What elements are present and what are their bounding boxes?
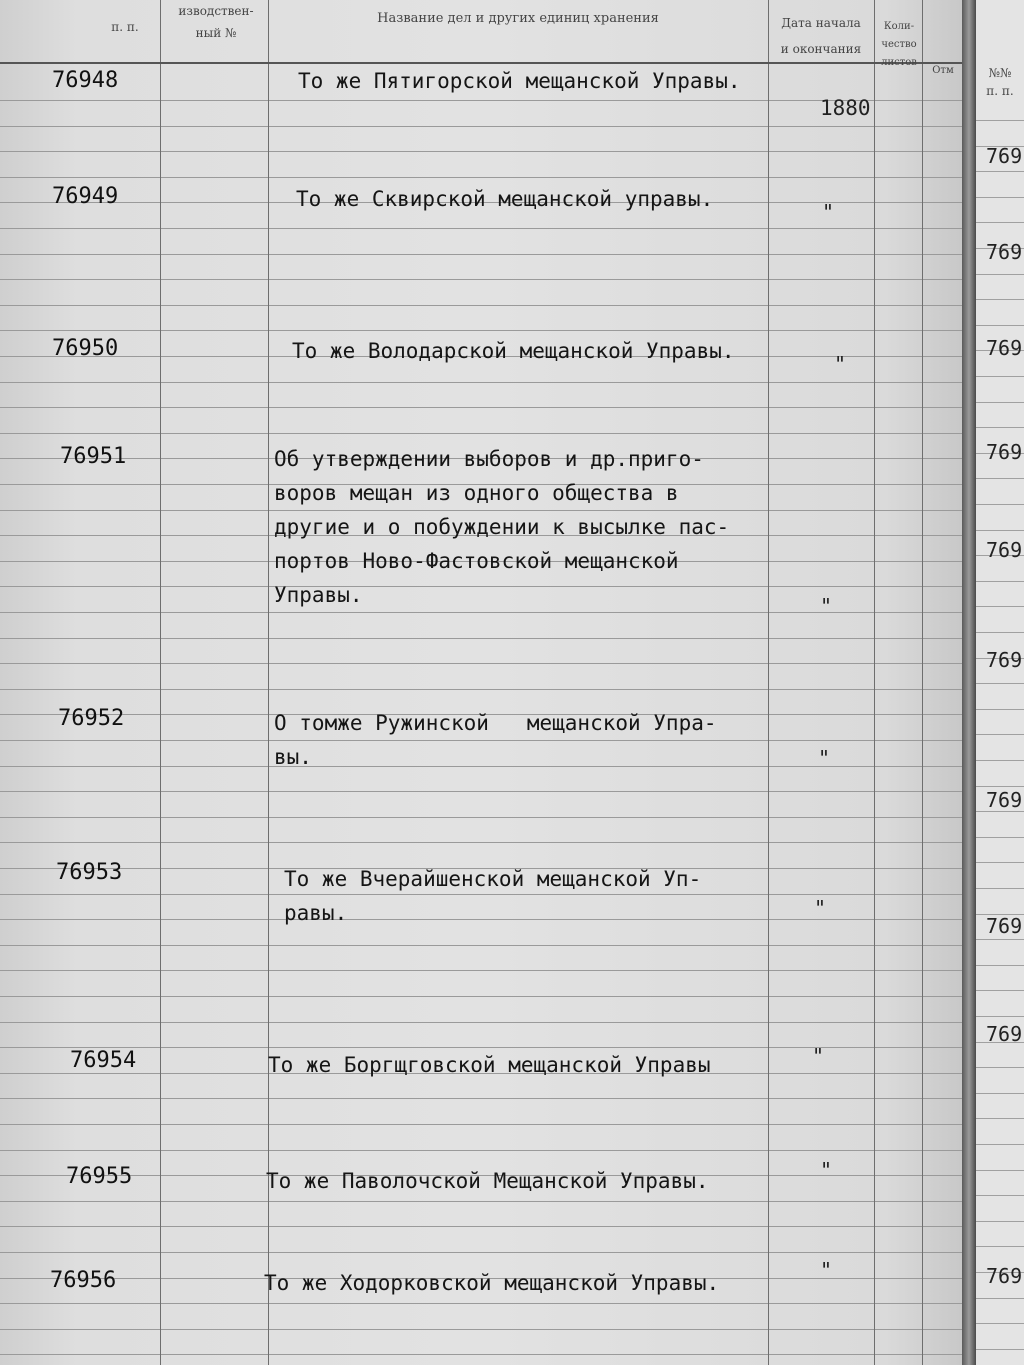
row-text: То же Сквирской мещанской управы. <box>296 187 714 211</box>
column-divider <box>768 0 769 1365</box>
ruled-line <box>0 689 962 690</box>
ruled-line <box>0 1124 962 1125</box>
column-divider <box>268 0 269 1365</box>
ruled-line <box>0 305 962 306</box>
row-number: 76954 <box>70 1048 137 1073</box>
ruled-line <box>976 1221 1024 1222</box>
ruled-line <box>976 581 1024 582</box>
header-date: Дата начала и окончания <box>780 16 862 56</box>
header-title: Название дел и других единиц хранения <box>377 11 659 26</box>
next-row-number: 769 <box>986 648 1023 672</box>
ruled-line <box>0 1201 962 1202</box>
ruled-line <box>0 382 962 383</box>
ruled-line <box>976 376 1024 377</box>
row-date: " <box>822 200 835 224</box>
ruled-line <box>0 100 962 101</box>
row-number: 76950 <box>52 336 119 361</box>
ruled-line <box>976 990 1024 991</box>
row-date: " <box>818 746 831 770</box>
next-row-number: 769 <box>986 538 1023 562</box>
row-date: " <box>812 1044 825 1068</box>
column-divider <box>922 0 923 1365</box>
row-text: То же Паволочской Мещанской Управы. <box>266 1169 709 1193</box>
row-date: 1880 <box>820 96 871 120</box>
ruled-line <box>976 837 1024 838</box>
book-gutter <box>962 0 976 1365</box>
ruled-line <box>0 228 962 229</box>
ruled-line <box>976 274 1024 275</box>
ruled-line <box>0 1329 962 1330</box>
ruled-line <box>0 817 962 818</box>
column-divider <box>874 0 875 1365</box>
ruled-line <box>976 606 1024 607</box>
ruled-line <box>976 709 1024 710</box>
next-page-edge <box>976 0 1024 1365</box>
ruled-line <box>976 402 1024 403</box>
next-row-number: 769 <box>986 440 1023 464</box>
next-row-number: 769 <box>986 240 1023 264</box>
row-number: 76955 <box>66 1164 133 1189</box>
ruled-line <box>976 222 1024 223</box>
row-text: То же Володарской мещанской Управы. <box>292 339 735 363</box>
ruled-line <box>0 638 962 639</box>
ruled-line <box>976 1170 1024 1171</box>
next-row-number: 769 <box>986 336 1023 360</box>
ruled-line <box>0 177 962 178</box>
ruled-line <box>976 1195 1024 1196</box>
ruled-line <box>976 197 1024 198</box>
ruled-line <box>976 683 1024 684</box>
ruled-line <box>0 279 962 280</box>
row-date: " <box>834 352 847 376</box>
ruled-line <box>976 530 1024 531</box>
ruled-line <box>976 862 1024 863</box>
ruled-line <box>976 120 1024 121</box>
row-date: " <box>814 896 827 920</box>
ruled-line <box>976 632 1024 633</box>
row-number: 76948 <box>52 68 119 93</box>
ruled-line <box>0 254 962 255</box>
row-number: 76951 <box>60 444 127 469</box>
row-date: " <box>820 1158 833 1182</box>
row-text: То же Вчерайшенской мещанской Уп- равы. <box>284 867 702 925</box>
ruled-line <box>0 330 962 331</box>
ruled-line <box>0 407 962 408</box>
row-number: 76953 <box>56 860 123 885</box>
row-text: О томже Ружинской мещанской Упра- вы. <box>274 711 717 769</box>
header-prod-num: изводствен- ный № <box>178 4 254 40</box>
ruled-line <box>976 1323 1024 1324</box>
ruled-line <box>976 1118 1024 1119</box>
header-num: п. п. <box>111 20 139 34</box>
ruled-line <box>0 945 962 946</box>
row-text: То же Ходорковской мещанской Управы. <box>264 1271 720 1295</box>
ruled-line <box>976 1298 1024 1299</box>
ruled-line <box>976 965 1024 966</box>
next-row-number: 769 <box>986 1022 1023 1046</box>
ruled-line <box>0 791 962 792</box>
next-row-number: 769 <box>986 788 1023 812</box>
ruled-line <box>976 1093 1024 1094</box>
row-date: " <box>820 594 833 618</box>
column-divider <box>160 0 161 1365</box>
row-number: 76949 <box>52 184 119 209</box>
ruled-line <box>0 663 962 664</box>
ruled-line <box>976 786 1024 787</box>
ruled-line <box>0 126 962 127</box>
row-text: Об утверждении выборов и др.приго- воров мещан из одного общества в другие и о побуждении к высылке пас- портов Ново-Фастовской мещанской Управы. <box>274 447 730 607</box>
ruled-line <box>976 760 1024 761</box>
next-row-number: 769 <box>986 144 1023 168</box>
ruled-line <box>0 1303 962 1304</box>
row-text: То же Боргщговской мещанской Управы <box>268 1053 711 1077</box>
ruled-line <box>976 734 1024 735</box>
next-row-number: 769 <box>986 914 1023 938</box>
header-sheets: Коли- чество листов <box>881 21 917 68</box>
ruled-line <box>976 1144 1024 1145</box>
ruled-line <box>976 504 1024 505</box>
ruled-line <box>976 1246 1024 1247</box>
ruled-line <box>976 427 1024 428</box>
next-page-header: №№ п. п. <box>986 66 1014 98</box>
ruled-line <box>976 939 1024 940</box>
ruled-line <box>0 1354 962 1355</box>
ruled-line <box>976 171 1024 172</box>
ruled-line <box>0 1252 962 1253</box>
ruled-line <box>976 888 1024 889</box>
ruled-line <box>0 996 962 997</box>
ruled-line <box>0 970 962 971</box>
ruled-line <box>976 1349 1024 1350</box>
ruled-line <box>976 299 1024 300</box>
ruled-line <box>0 433 962 434</box>
row-date: " <box>820 1258 833 1282</box>
ruled-line <box>0 1226 962 1227</box>
row-number: 76956 <box>50 1268 117 1293</box>
ruled-line <box>0 612 962 613</box>
ruled-line <box>0 1022 962 1023</box>
row-text: То же Пятигорской мещанской Управы. <box>298 69 741 93</box>
ruled-line <box>976 478 1024 479</box>
ruled-line <box>0 842 962 843</box>
header-note: Отм <box>932 65 954 76</box>
ruled-line <box>976 1016 1024 1017</box>
ruled-line <box>0 151 962 152</box>
ruled-line <box>0 1098 962 1099</box>
ruled-line <box>0 1150 962 1151</box>
ruled-line <box>976 325 1024 326</box>
ruled-line <box>976 1067 1024 1068</box>
next-row-number: 769 <box>986 1264 1023 1288</box>
row-number: 76952 <box>58 706 125 731</box>
